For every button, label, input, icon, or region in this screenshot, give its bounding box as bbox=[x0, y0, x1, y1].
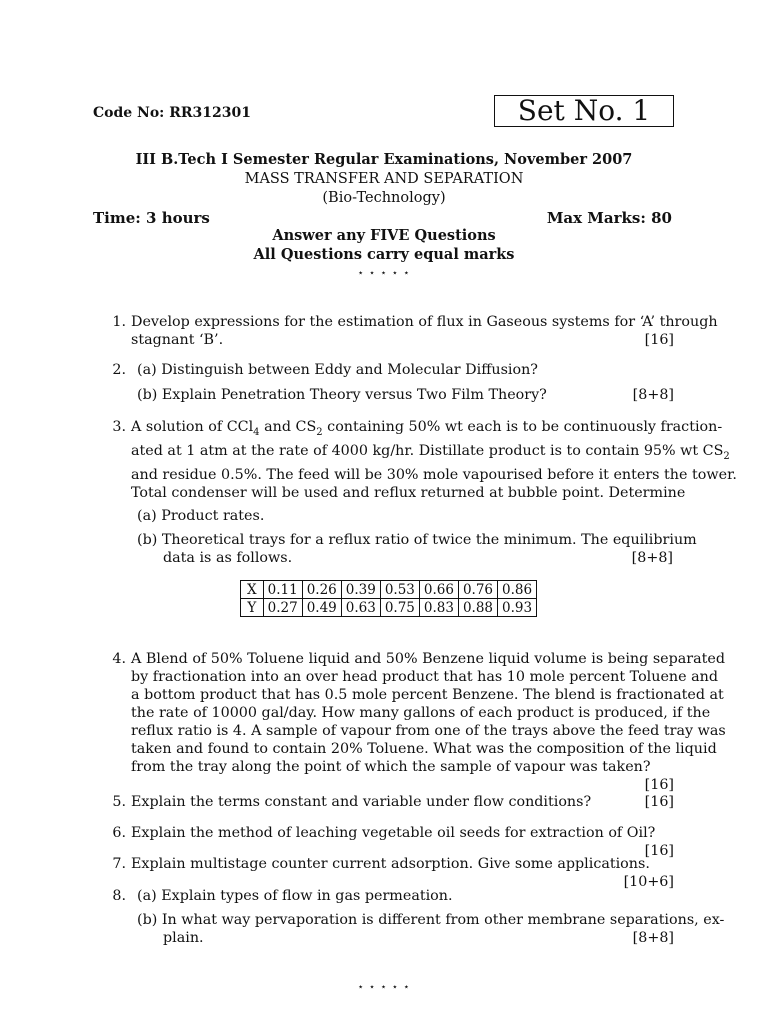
row-label: Y bbox=[241, 599, 264, 617]
question-marks: [16] bbox=[644, 843, 674, 859]
question-text: and residue 0.5%. The feed will be 30% mole vapourised before it enters the tower. bbox=[131, 466, 737, 483]
instruction-equal-marks: All Questions carry equal marks bbox=[253, 246, 515, 263]
question-3-part-a: (a) Product rates. bbox=[137, 508, 265, 524]
question-part-b: (b) In what way pervaporation is different from other membrane separations, ex- bbox=[137, 912, 725, 928]
question-number: 1. bbox=[112, 314, 126, 330]
exam-title: III B.Tech I Semester Regular Examinations, November 2007 bbox=[135, 151, 633, 168]
question-text: reflux ratio is 4. A sample of vapour from one of the trays above the feed tray was bbox=[131, 723, 726, 739]
table-cell: 0.83 bbox=[419, 599, 458, 617]
question-number: 7. bbox=[112, 856, 126, 872]
question-text: Explain the method of leaching vegetable oil seeds for extraction of Oil? bbox=[131, 825, 656, 841]
question-number: 3. bbox=[112, 419, 126, 435]
table-cell: 0.53 bbox=[380, 581, 419, 599]
footer-stars: ⋆ ⋆ ⋆ ⋆ ⋆ bbox=[357, 982, 411, 993]
question-part-b: (b) Explain Penetration Theory versus Two Film Theory? bbox=[137, 387, 547, 403]
question-marks: [16] bbox=[644, 777, 674, 793]
table-row-y bbox=[241, 599, 537, 617]
row-label: X bbox=[241, 581, 264, 599]
question-marks: [8+8] bbox=[631, 550, 673, 566]
question-marks: [8+8] bbox=[632, 387, 674, 403]
question-text: a bottom product that has 0.5 mole percent Benzene. The blend is fractionated at bbox=[131, 687, 724, 703]
question-text: by fractionation into an over head product that has 10 mole percent Toluene and bbox=[131, 669, 719, 685]
question-number: 2. bbox=[112, 362, 126, 378]
table-cell: 0.86 bbox=[498, 581, 537, 599]
question-text: taken and found to contain 20% Toluene. What was the composition of the liquid bbox=[131, 741, 717, 757]
subject-title: MASS TRANSFER AND SEPARATION bbox=[244, 171, 524, 187]
table-cell: 0.75 bbox=[380, 599, 419, 617]
question-text: A Blend of 50% Toluene liquid and 50% Benzene liquid volume is being separated bbox=[131, 651, 726, 667]
question-text: the rate of 10000 gal/day. How many gallons of each product is produced, if the bbox=[131, 705, 711, 721]
branch: (Bio-Technology) bbox=[322, 190, 446, 206]
question-marks: [16] bbox=[644, 794, 674, 810]
question-text: Develop expressions for the estimation of flux in Gaseous systems for ‘A’ through bbox=[131, 314, 718, 330]
question-text: Explain multistage counter current adsorption. Give some applications. bbox=[131, 856, 650, 872]
question-number: 4. bbox=[112, 651, 126, 667]
set-number-box: Set No. 1 bbox=[494, 95, 674, 127]
table-cell: 0.49 bbox=[302, 599, 341, 617]
question-text: A solution of CCl$_4$ and $CS_2$ containing 50% wt each is to be continuously fraction- bbox=[131, 419, 723, 438]
table-cell: 0.63 bbox=[341, 599, 380, 617]
question-part-b: plain. bbox=[163, 930, 204, 946]
table-cell: 0.76 bbox=[458, 581, 497, 599]
table-cell: 0.26 bbox=[302, 581, 341, 599]
time-allowed: Time: 3 hours bbox=[93, 209, 210, 227]
question-text: Explain the terms constant and variable under flow conditions? bbox=[131, 794, 592, 810]
question-number: 8. bbox=[112, 888, 126, 904]
question-number: 6. bbox=[112, 825, 126, 841]
header-stars: ⋆ ⋆ ⋆ ⋆ ⋆ bbox=[357, 268, 411, 279]
question-text: Total condenser will be used and reflux returned at bubble point. Determine bbox=[131, 484, 686, 501]
table-cell: 0.88 bbox=[458, 599, 497, 617]
table-row-x bbox=[241, 581, 537, 599]
question-marks: [16] bbox=[644, 332, 674, 348]
question-text: stagnant ‘B’. bbox=[131, 332, 224, 348]
question-part-a: (a) Distinguish between Eddy and Molecular Diffusion? bbox=[137, 362, 538, 378]
question-3-part-b: (b) Theoretical trays for a reflux ratio of twice the minimum. The equilibrium data is as follows. [8+8] bbox=[137, 532, 697, 566]
max-marks: Max Marks: 80 bbox=[546, 209, 672, 227]
table-cell: 0.93 bbox=[498, 599, 537, 617]
question-text: from the tray along the point of which the sample of vapour was taken? bbox=[131, 759, 651, 775]
question-text: ated at 1 atm at the rate of 4000 kg/hr. Distillate product is to contain 95% wt $CS_2$ bbox=[131, 442, 730, 462]
question-part-a: (a) Explain types of flow in gas permeation. bbox=[137, 888, 453, 904]
table-cell: 0.27 bbox=[263, 599, 302, 617]
question-number: 5. bbox=[112, 794, 126, 810]
instruction-answer: Answer any FIVE Questions bbox=[272, 227, 496, 244]
question-marks: [8+8] bbox=[632, 930, 674, 946]
question-marks: [10+6] bbox=[623, 874, 674, 890]
table-cell: 0.11 bbox=[263, 581, 302, 599]
table-cell: 0.66 bbox=[419, 581, 458, 599]
table-cell: 0.39 bbox=[341, 581, 380, 599]
code-number: Code No: RR312301 bbox=[93, 105, 251, 121]
equilibrium-data-table bbox=[240, 580, 537, 617]
